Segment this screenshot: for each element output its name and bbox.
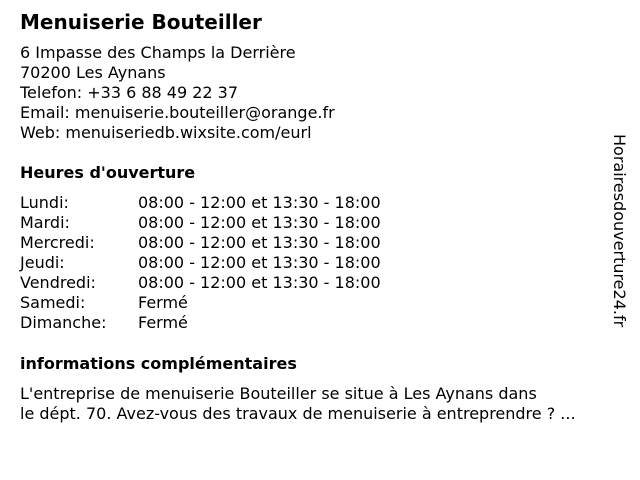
contact-block [20,43,335,143]
phone-number: Telefon: +33 6 88 49 22 37 [20,83,239,102]
hours-time-value: 08:00 - 12:00 et 13:30 - 18:00 [138,273,381,292]
info-line-1: L'entreprise de menuiserie Bouteiller se situe à Les Aynans dans [20,384,537,403]
hours-time-value: Fermé [138,313,188,332]
address-street: 6 Impasse des Champs la Derrière [20,43,296,62]
additional-info-heading: informations complémentaires [20,354,297,373]
business-name: Menuiserie Bouteiller [20,10,262,34]
hours-time-value: Fermé [138,293,188,312]
address-city: 70200 Les Aynans [20,63,166,82]
opening-hours-heading: Heures d'ouverture [20,163,196,182]
hours-day-label: Mercredi: [20,233,95,252]
website-address: Web: menuiseriedb.wixsite.com/eurl [20,123,312,142]
email-address: Email: menuiserie.bouteiller@orange.fr [20,103,335,122]
hours-day-label: Dimanche: [20,313,107,332]
hours-day-label: Vendredi: [20,273,96,292]
hours-day-label: Lundi: [20,193,69,212]
hours-time-value: 08:00 - 12:00 et 13:30 - 18:00 [138,213,381,232]
hours-day-label: Samedi: [20,293,86,312]
hours-day-label: Mardi: [20,213,70,232]
info-line-2: le dépt. 70. Avez-vous des travaux de menuiserie à entreprendre ? ... [20,404,576,423]
hours-time-value: 08:00 - 12:00 et 13:30 - 18:00 [138,233,381,252]
additional-info-text [20,384,632,424]
site-brand-vertical: Horairesdouverture24.fr [610,134,629,328]
hours-time-value: 08:00 - 12:00 et 13:30 - 18:00 [138,253,381,272]
hours-time-value: 08:00 - 12:00 et 13:30 - 18:00 [138,193,381,212]
hours-day-label: Jeudi: [20,253,65,272]
